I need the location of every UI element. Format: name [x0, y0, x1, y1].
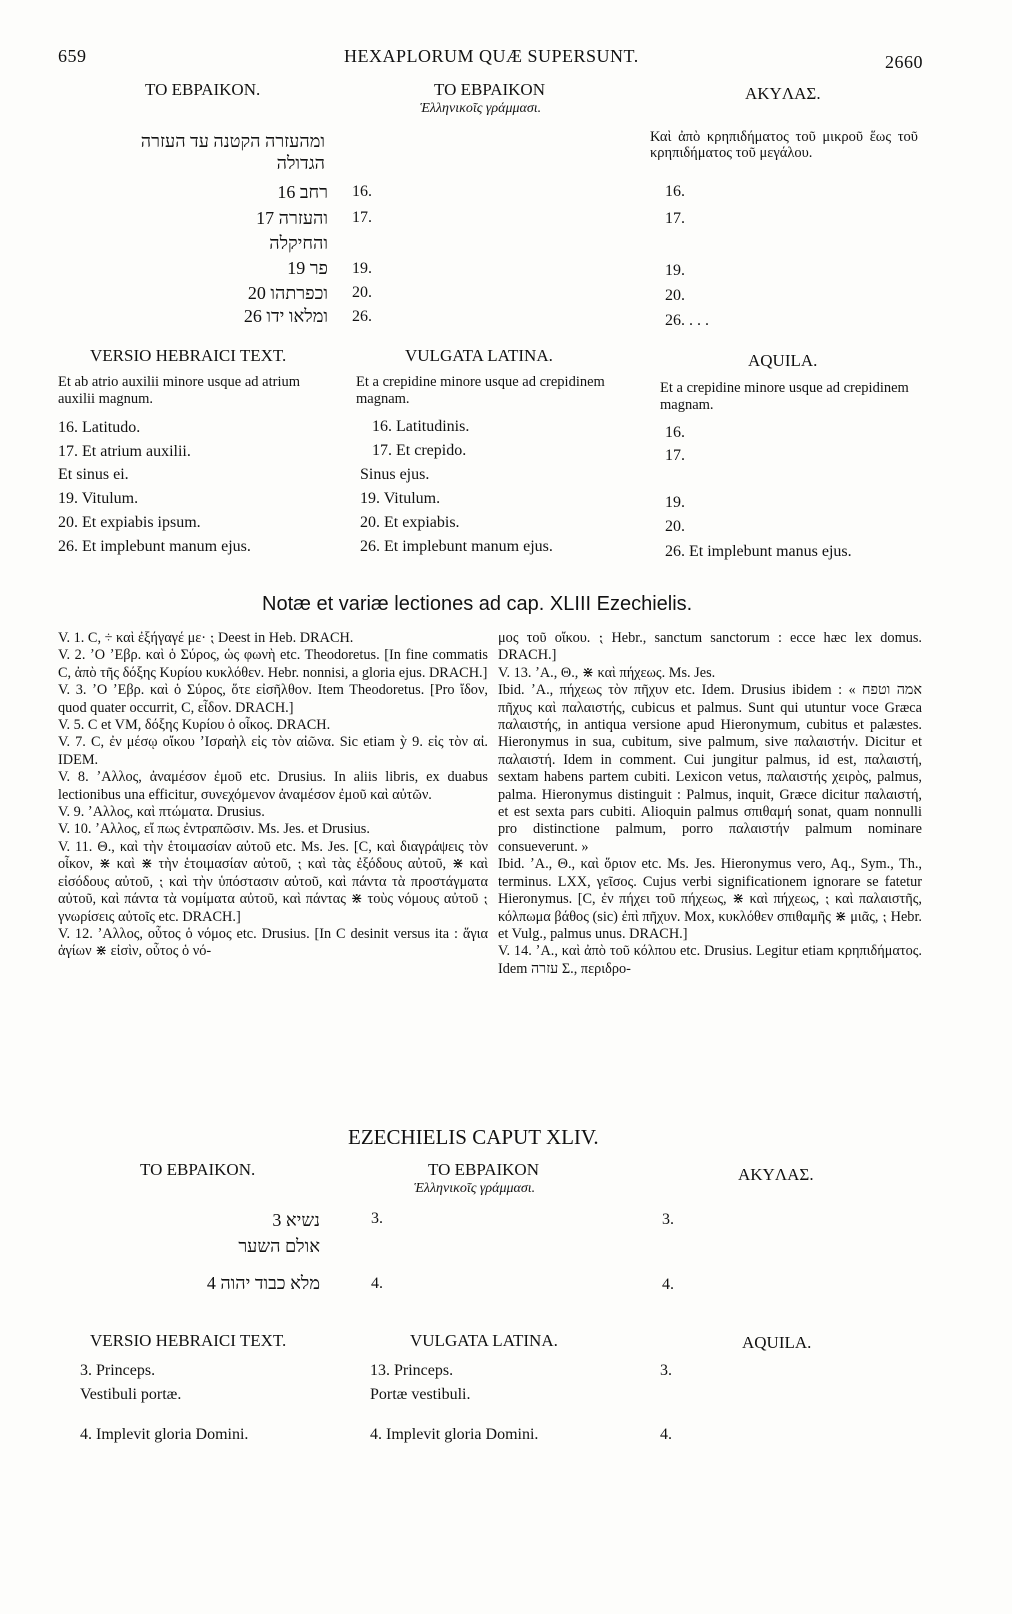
col-head-hebrew: TO EBPAIKON. — [140, 1160, 256, 1179]
aquila-latin-intro: Et a crepidine minore usque ad crepidinem magnam. — [660, 380, 909, 414]
versio-row: 20. Et expiabis ipsum. — [58, 514, 201, 531]
hebrew-row: פר 19 — [287, 258, 328, 278]
greek-row: 4. — [371, 1275, 383, 1292]
hebrew-row: רחב 16 — [277, 182, 328, 202]
aquila-row: 16. — [665, 183, 685, 200]
col-head-versio: VERSIO HEBRAICI TEXT. — [90, 346, 287, 365]
col-head-vulgata: VULGATA LATINA. — [405, 346, 553, 365]
note-paragraph: V. 3. ʼΟ ʼΕβρ. καὶ ὁ Σύρος, ὅτε εἰσῆλθον. Item Theodoretus. [Pro ἴδον, quod quater occurrit, C, εἶδον. DRACH.] — [58, 682, 488, 716]
hebrew-row: וכפרתהו 20 — [247, 283, 328, 303]
col-head-hebrew-greek: TO EBPAIKON — [434, 80, 545, 99]
aquila-intro: Καὶ ἀπὸ κρηπιδήματος τοῦ μικροῦ ἕως τοῦ κρηπιδήματος τοῦ μεγάλου. — [650, 129, 918, 161]
aquila-latin-row: 20. — [665, 518, 685, 535]
versio-row: 3. Princeps. — [80, 1362, 156, 1379]
col-head-hebrew: TO EBPAIKON. — [145, 80, 261, 99]
col-sub-greek-letters: Ἑλληνικοῖς γράμμασι. — [420, 101, 542, 116]
vulgata-row: 20. Et expiabis. — [360, 514, 460, 531]
versio-row: Vestibuli portæ. — [80, 1386, 182, 1403]
note-paragraph: V. 9. ʼΑλλος, καὶ πτώματα. Drusius. — [58, 804, 265, 821]
aquila-row: 19. — [665, 262, 685, 279]
hebrew-row: נשיא 3 — [272, 1210, 320, 1230]
hebrew-row: מלא כבוד יהוה 4 — [206, 1273, 320, 1293]
aquila-row: 26. . . . — [665, 312, 709, 329]
col-head-hebrew-greek: TO EBPAIKON — [428, 1160, 539, 1179]
versio-row: 17. Et atrium auxilii. — [58, 443, 191, 460]
note-paragraph: Ibid. ʼΑ., πήχεως τὸν πῆχυν etc. Idem. Drusius ibidem : « אמה וטפח πῆχυς καὶ παλαιστής, cubicus et palmus. Sunt qui utuntur voce Græca παλαιστής, in antiqua versione apud Hieronymum, cubitus et palæstes. Hieronymus in sua, cubitum, sive palmum, sive παλαιστήν. Dicitur et παλαιστή. Idem in comment. Cui jungitur palmus, id est, παλαιστή, sextam habens partem cubiti. Lexicon vetus, παλαιστής χειρὸς, palmus, palma. Hieronymus distinguit : Palmus, inquit, Græce dicitur παλαιστή, et est sexta pars cubiti. Alioquin palmus σπιθαμή sonat, quam nonnulli pro distinctione palmum, porro παλαιστήν palmum nominare consueverunt. » — [498, 682, 922, 855]
greek-row: 26. — [352, 308, 372, 325]
page-number-right: 2660 — [885, 52, 923, 72]
notes-left-column — [58, 630, 488, 1070]
hebrew-row: אולם השער — [238, 1236, 320, 1256]
aquila-row: 20. — [665, 287, 685, 304]
note-paragraph: μος τοῦ οἴκου. ⁏ Hebr., sanctum sanctorum : ecce hæc lex domus. DRACH.] — [498, 630, 922, 664]
hebrew-intro-line2: הגדולה — [276, 153, 325, 173]
versio-row: 26. Et implebunt manum ejus. — [58, 538, 251, 555]
notes-right-column — [498, 630, 922, 1070]
col-head-aquila-latin: AQUILA. — [742, 1333, 812, 1352]
notes-title: Notæ et variæ lectiones ad cap. XLIII Ezechielis. — [262, 593, 693, 615]
vulgata-row: 17. Et crepido. — [372, 442, 467, 459]
versio-row: Et sinus ei. — [58, 466, 129, 483]
aquila-row: 17. — [665, 210, 685, 227]
vulgata-row: Portæ vestibuli. — [370, 1386, 471, 1403]
note-paragraph: V. 5. C et VM, δόξης Κυρίου ὁ οἶκος. DRACH. — [58, 717, 331, 734]
vulgata-row: 4. Implevit gloria Domini. — [370, 1426, 539, 1443]
greek-row: 20. — [352, 284, 372, 301]
page-number-left: 659 — [58, 46, 87, 66]
note-paragraph: V. 2. ʼΟ ʼΕβρ. καὶ ὁ Σύρος, ὡς φωνὴ etc. Theodoretus. [In fine commatis C, ἀπὸ τῆς δόξης Κυρίου κυκλόθεν. Hebr. nonnisi, a gloria ejus. DRACH.] — [58, 647, 488, 681]
versio-row: 4. Implevit gloria Domini. — [80, 1426, 249, 1443]
aquila-latin-row: 19. — [665, 494, 685, 511]
note-paragraph: V. 10. ʼΑλλος, εἴ πως ἐντραπῶσιν. Ms. Jes. et Drusius. — [58, 821, 370, 838]
greek-row: 16. — [352, 183, 372, 200]
note-paragraph: V. 12. ʼΑλλος, οὗτος ὁ νόμος etc. Drusius. [In C desinit versus ita : ἅγια ἁγίων ⋇ εἰσὶν, οὗτος ὁ νό- — [58, 925, 488, 960]
note-paragraph: V. 13. ʼΑ., Θ., ⋇ καὶ πήχεως. Ms. Jes. — [498, 664, 716, 681]
running-title: HEXAPLORUM QUÆ SUPERSUNT. — [344, 46, 639, 66]
note-paragraph: Ibid. ʼΑ., Θ., καὶ ὅριον etc. Ms. Jes. Hieronymus vero, Aq., Sym., Th., terminus. LXX, γεῖσος. Cujus verbi significationem ignorare se fatetur Hieronymus. [C, ἐν πήχει τοῦ πήχεως, ⋇ καὶ πήχεως, ⁏ καὶ παλαιστῆς, κόλπωμα βάθος (sic) ἐπὶ πῆχυν. Mox, κυκλόθεν σπιθαμῆς ⋇ μιᾶς, ⁏ Hebr. et Vulg., palmus unus. DRACH.] — [498, 856, 922, 942]
hebrew-row: ומלאו ידו 26 — [243, 306, 328, 326]
vulgata-row: Sinus ejus. — [360, 466, 430, 483]
note-paragraph: V. 8. ʼΑλλος, ἀναμέσον ἐμοῦ etc. Drusius. In aliis libris, ex duabus lectionibus una efficitur, συνεχόμενον ἀναμέσον ἐμοῦ καὶ αὐτῶν. — [58, 769, 488, 803]
aquila-latin-row: 3. — [660, 1362, 672, 1379]
greek-row: 17. — [352, 209, 372, 226]
col-head-versio: VERSIO HEBRAICI TEXT. — [90, 1331, 287, 1350]
aquila-latin-row: 17. — [665, 447, 685, 464]
hebrew-intro-line1: ומהעזרה הקטנה עד העזרה — [140, 131, 325, 151]
greek-row: 19. — [352, 260, 372, 277]
vulgata-row: 26. Et implebunt manum ejus. — [360, 538, 553, 555]
versio-row: 19. Vitulum. — [58, 490, 139, 507]
aquila-latin-row: 16. — [665, 424, 685, 441]
col-head-vulgata: VULGATA LATINA. — [410, 1331, 558, 1350]
note-paragraph: V. 14. ʼΑ., καὶ ἀπὸ τοῦ κόλπου etc. Drusius. Legitur etiam κρηπιδήματος. Idem עזרה Σ., περιδρο- — [498, 943, 922, 977]
col-head-aquila: AKYΛAΣ. — [745, 84, 821, 103]
vulgata-intro: Et a crepidine minore usque ad crepidinem magnam. — [356, 374, 605, 408]
hebrew-row: והחיקלה — [269, 233, 328, 253]
aquila-latin-row: 26. Et implebunt manus ejus. — [665, 543, 852, 560]
chapter-title: EZECHIELIS CAPUT XLIV. — [348, 1125, 599, 1149]
aquila-row: 4. — [662, 1276, 674, 1293]
note-paragraph: V. 7. C, ἐν μέσῳ οἴκου ʼΙσραὴλ εἰς τὸν αἰῶνα. Sic etiam ỳ 9. εἰς τὸν αἰ. IDEM. — [58, 734, 488, 768]
vulgata-row: 13. Princeps. — [370, 1362, 454, 1379]
note-paragraph: V. 1. C, ÷ καὶ ἐξήγαγέ με· ⁏ Deest in Heb. DRACH. — [58, 630, 354, 646]
versio-row: 16. Latitudo. — [58, 419, 141, 436]
vulgata-row: 19. Vitulum. — [360, 490, 441, 507]
greek-row: 3. — [371, 1210, 383, 1227]
hebrew-row: והעזרה 17 — [256, 208, 328, 228]
versio-intro: Et ab atrio auxilii minore usque ad atrium auxilii magnum. — [58, 374, 301, 408]
aquila-row: 3. — [662, 1211, 674, 1228]
col-head-aquila-latin: AQUILA. — [748, 351, 818, 370]
col-head-aquila: AKYΛAΣ. — [738, 1165, 814, 1184]
col-sub-greek-letters: Ἑλληνικοῖς γράμμασι. — [414, 1181, 536, 1196]
aquila-latin-row: 4. — [660, 1426, 672, 1443]
note-paragraph: V. 11. Θ., καὶ τὴν ἑτοιμασίαν αὐτοῦ etc. Ms. Jes. [C, καὶ διαγράψεις τὸν οἶκον, ⋇ καὶ ⋇ τὴν ἑτοιμασίαν αὐτοῦ, ⁏ καὶ τὰς ἐξόδους αὐτοῦ, ⋇ καὶ εἰσόδους αὐτοῦ, ⁏ καὶ τὴν ὑπόστασιν αὐτοῦ, καὶ πάντα τὰ προστάγματα αὐτοῦ, καὶ πάντα τὰ νομίματα αὐτοῦ, καὶ πάντας ⋇ τοὺς νόμους αὐτοῦ ⁏ γνωρίσεις αὐτοῖς etc. DRACH.] — [58, 838, 488, 925]
vulgata-row: 16. Latitudinis. — [372, 418, 470, 435]
